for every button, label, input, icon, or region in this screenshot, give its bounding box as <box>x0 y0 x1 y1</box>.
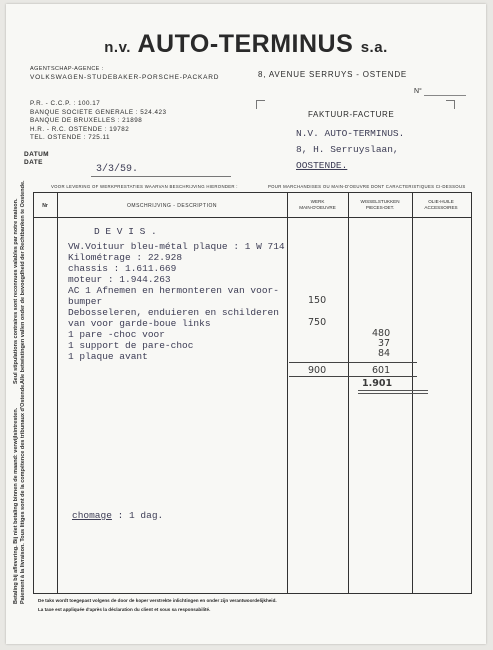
recipient-line: OOSTENDE. <box>296 160 348 171</box>
table-header-divider <box>33 217 471 218</box>
column-header-description: OMSCHRIJVING - DESCRIPTION <box>127 203 217 209</box>
parts-value: 37 <box>378 338 391 349</box>
description-line: bumper <box>68 296 103 307</box>
grand-total-underline <box>358 393 428 394</box>
company-address: 8, AVENUE SERRUYS - OSTENDE <box>258 70 408 79</box>
downtime-label: chomage <box>72 510 112 521</box>
description-line: van voor garde-boue links <box>68 318 211 329</box>
table-intro-left: VOOR LEVERING OF WERKPRESTATIES WAARVAN BESCHRIJVING HIERONDER : <box>51 184 238 189</box>
side-note-lower: Betaling bij aflevering. Bij niet betaling binnen de maand: verwijlsintresten. <box>13 407 19 604</box>
column-header-labour <box>287 199 348 211</box>
labour-value: 750 <box>308 317 327 328</box>
company-info-line: BANQUE SOCIETE GENERALE : 524.423 <box>30 108 167 116</box>
recipient-address <box>296 126 404 174</box>
date-label <box>24 151 49 167</box>
address-corner <box>256 100 265 109</box>
parts-value: 84 <box>378 348 391 359</box>
parts-value: 480 <box>372 328 391 339</box>
company-info-line: TEL. OSTENDE : 725.11 <box>30 134 111 142</box>
company-info-line: P.R. - C.C.P. : 100.17 <box>30 100 101 107</box>
invoice-number-line <box>424 95 466 96</box>
description-line: 1 plaque avant <box>68 351 148 362</box>
address-corner <box>446 100 455 109</box>
table-intro-right: POUR MARCHANDISES OU MAIN-D'OEUVRE DONT CARACTERISTIQUES CI-DESSOUS <box>268 184 466 189</box>
labour-total: 900 <box>308 365 327 376</box>
date-line <box>91 176 231 177</box>
column-header-parts <box>348 199 412 211</box>
labour-value: 150 <box>308 295 327 306</box>
grand-total: 1.901 <box>362 378 393 389</box>
brand-prefix: n.v. <box>104 39 131 56</box>
column-header-nr: Nr <box>42 203 48 209</box>
company-info <box>30 100 167 143</box>
recipient-line: N.V. AUTO-TERMINUS. <box>296 128 405 139</box>
column-divider <box>287 192 288 593</box>
invoice-sheet <box>6 4 486 644</box>
total-line <box>289 376 417 377</box>
description-line: Debosseleren, enduieren en schilderen <box>68 307 279 318</box>
column-divider <box>57 192 58 593</box>
column-header-oil <box>412 199 470 211</box>
column-header-oil-nl: OLIE-HUILE <box>428 199 454 204</box>
side-note-upper: Seul stipulations contraires sont reconnues valables par notre maison. <box>13 198 19 384</box>
company-info-line: H.R. - R.C. OSTENDE : 19782 <box>30 125 130 133</box>
side-note-lower-2: Paiement à la livraison. Tous litiges sont de la compétence des tribunaux d'Ostende. <box>20 383 26 604</box>
description-line: chassis : 1.611.669 <box>68 263 177 274</box>
column-header-labour-nl: WERK <box>310 199 325 204</box>
footer-note-fr: La taxe est appliquée d'après la déclaration du client et sous sa responsabilité. <box>38 607 211 612</box>
column-header-labour-fr: MAIN-D'OEUVRE <box>299 205 336 210</box>
brand-suffix: s.a. <box>360 39 388 56</box>
column-header-oil-fr: ACCESSOIRES <box>424 205 458 210</box>
downtime-note <box>72 510 163 521</box>
recipient-line: 8, H. Serruyslaan, <box>296 144 399 155</box>
company-info-line: BANQUE DE BRUXELLES : 21898 <box>30 117 143 125</box>
column-header-parts-fr: PIECES-DET. <box>365 205 395 210</box>
agency-label: AGENTSCHAP-AGENCE : <box>30 66 104 72</box>
date-value: 3/3/59. <box>96 164 139 175</box>
invoice-title: FAKTUUR-FACTURE <box>308 110 395 119</box>
downtime-value: : 1 dag. <box>117 510 164 521</box>
parts-subtotal: 601 <box>372 365 391 376</box>
date-label-fr: DATE <box>24 159 43 166</box>
company-brand <box>6 30 486 59</box>
description-line: VW.Voituur bleu-métal plaque : 1 W 714 <box>68 241 285 252</box>
description-line: 1 support de pare-choc <box>68 340 194 351</box>
grand-total-underline <box>358 390 428 391</box>
subtotal-line <box>289 362 417 363</box>
invoice-number-label: N° <box>414 88 422 95</box>
side-note-upper-2: Alle betwistingen vallen onder de bevoegdheid der Rechtbanken te Oostende. <box>20 180 26 384</box>
quote-heading: D E V I S . <box>94 226 157 237</box>
agency-makes: VOLKSWAGEN-STUDEBAKER-PORSCHE-PACKARD <box>30 74 220 81</box>
description-line: Kilométrage : 22.928 <box>68 252 183 263</box>
brand-name: AUTO-TERMINUS <box>137 30 354 58</box>
column-header-parts-nl: WISSELSTUKKEN <box>360 199 400 204</box>
description-line: moteur : 1.944.263 <box>68 274 171 285</box>
footer-note-nl: De taks wordt toegepast volgens de door de koper verstrekte inlichtingen en onder zijn verantwoordelijkheid. <box>38 598 277 603</box>
description-line: 1 pare -choc voor <box>68 329 165 340</box>
description-line: AC 1 Afnemen en hermonteren van voor- <box>68 285 279 296</box>
date-label-nl: DATUM <box>24 151 49 158</box>
column-divider <box>348 192 349 593</box>
